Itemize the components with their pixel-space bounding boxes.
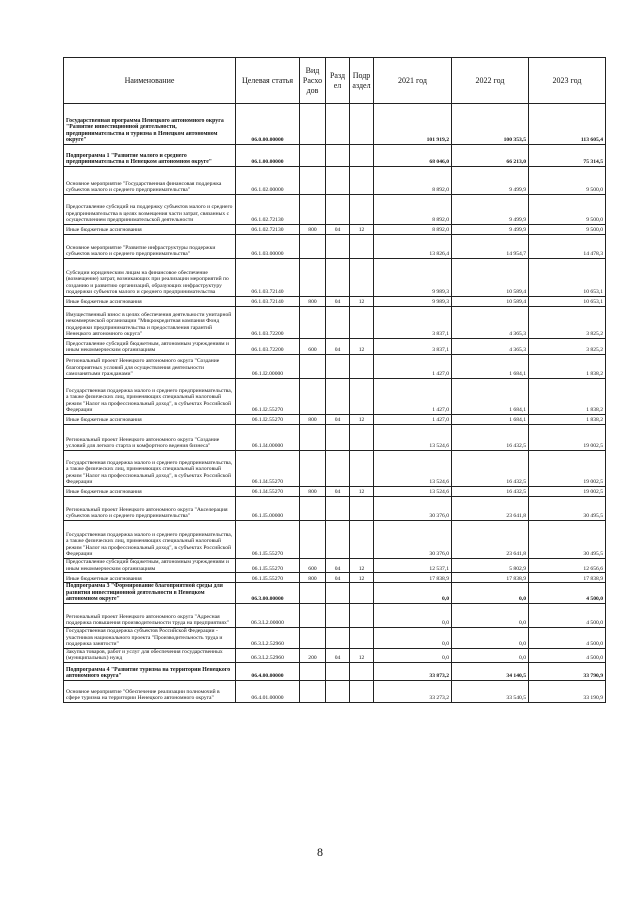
row-amount-2023: 12 656,6	[529, 559, 606, 573]
row-amount-2022: 0,0	[452, 648, 529, 662]
row-section	[326, 680, 350, 702]
row-amount-2021: 101 919,2	[374, 104, 452, 145]
table-row	[64, 307, 606, 339]
row-target-article: 06.4.00.00000	[236, 662, 300, 680]
row-amount-2023: 1 838,2	[529, 379, 606, 415]
row-name: Региональный проект Ненецкого автономного округа "Акселерация субъектов малого и среднего предпринимательства"	[64, 497, 236, 521]
row-expense-type: 800	[300, 415, 326, 425]
row-name: Подпрограмма 1 "Развитие малого и среднего предпринимательства в Ненецком автономном округе"	[64, 145, 236, 167]
row-name: Основное мероприятие "Развитие инфраструктуры поддержки субъектов малого и среднего предпринимательства"	[64, 235, 236, 259]
header-expense-type: Вид Расхо дов	[300, 58, 326, 104]
row-expense-type: 800	[300, 225, 326, 235]
row-expense-type	[300, 451, 326, 487]
table-row	[64, 195, 606, 225]
row-section: 04	[326, 297, 350, 307]
row-amount-2021: 1 427,0	[374, 415, 452, 425]
row-expense-type: 800	[300, 487, 326, 497]
header-section: Разд ел	[326, 58, 350, 104]
row-section	[326, 167, 350, 195]
row-expense-type	[300, 379, 326, 415]
row-amount-2023: 1 838,2	[529, 415, 606, 425]
header-year-2021: 2021 год	[374, 58, 452, 104]
row-name: Имущественный взнос в целях обеспечения деятельности унитарной некоммерческой организации "Микрокредитная компания Фонд поддержки предпринимательства и предоставления гарантий Ненецкого автономного округа"	[64, 307, 236, 339]
row-name: Иные бюджетные ассигнования	[64, 225, 236, 235]
row-amount-2023: 3 825,2	[529, 307, 606, 339]
row-subsection	[350, 603, 374, 627]
row-name: Государственная поддержка малого и среднего предпринимательства, а также физических лиц, применяющих специальный налоговый режим "Налог на профессиональный доход", в субъектах Российской Федерации	[64, 521, 236, 559]
header-year-2023: 2023 год	[529, 58, 606, 104]
row-amount-2022: 100 353,5	[452, 104, 529, 145]
row-amount-2021: 13 826,4	[374, 235, 452, 259]
table-header-row	[64, 58, 606, 104]
row-amount-2023: 19 002,5	[529, 451, 606, 487]
row-name: Подпрограмма 3 "Формирование благоприятной среды для развития инвестиционной деятельности в Ненецком автономном округе"	[64, 583, 236, 604]
row-amount-2022: 1 684,1	[452, 379, 529, 415]
row-target-article: 06.1.00.00000	[236, 145, 300, 167]
row-amount-2023: 9 500,0	[529, 225, 606, 235]
row-expense-type: 800	[300, 297, 326, 307]
row-amount-2022: 9 499,9	[452, 167, 529, 195]
row-amount-2022: 16 432,5	[452, 451, 529, 487]
row-amount-2021: 17 838,9	[374, 573, 452, 583]
header-subsection: Подр аздел	[350, 58, 374, 104]
row-expense-type	[300, 521, 326, 559]
row-section: 04	[326, 648, 350, 662]
row-amount-2021: 0,0	[374, 648, 452, 662]
row-expense-type	[300, 259, 326, 297]
row-amount-2022: 14 954,7	[452, 235, 529, 259]
table-row	[64, 415, 606, 425]
row-target-article: 06.1.I2.55270	[236, 415, 300, 425]
row-subsection	[350, 521, 374, 559]
row-amount-2022: 23 641,8	[452, 521, 529, 559]
row-subsection: 12	[350, 559, 374, 573]
row-subsection: 12	[350, 573, 374, 583]
row-amount-2022: 1 684,1	[452, 355, 529, 379]
table-row	[64, 662, 606, 680]
row-target-article: 06.1.I5.55270	[236, 521, 300, 559]
row-section: 04	[326, 225, 350, 235]
row-amount-2023: 33 190,9	[529, 680, 606, 702]
row-amount-2022: 0,0	[452, 627, 529, 648]
row-amount-2023: 19 002,5	[529, 487, 606, 497]
table-row	[64, 583, 606, 604]
row-expense-type	[300, 104, 326, 145]
table-row	[64, 487, 606, 497]
table-row	[64, 425, 606, 451]
table-row	[64, 559, 606, 573]
row-name: Иные бюджетные ассигнования	[64, 487, 236, 497]
row-amount-2021: 1 427,0	[374, 379, 452, 415]
row-amount-2021: 0,0	[374, 603, 452, 627]
row-subsection	[350, 425, 374, 451]
table-row	[64, 648, 606, 662]
table-row	[64, 167, 606, 195]
row-name: Государственная поддержка малого и среднего предпринимательства, а также физических лиц, применяющих специальный налоговый режим "Налог на профессиональный доход", в субъектах Российской Федерации	[64, 379, 236, 415]
table-row	[64, 339, 606, 355]
row-target-article: 06.1.I5.55270	[236, 559, 300, 573]
table-row	[64, 259, 606, 297]
row-expense-type: 600	[300, 559, 326, 573]
row-amount-2022: 10 589,4	[452, 297, 529, 307]
row-amount-2021: 30 376,0	[374, 497, 452, 521]
row-amount-2021: 13 524,6	[374, 425, 452, 451]
row-amount-2021: 12 537,1	[374, 559, 452, 573]
row-expense-type	[300, 307, 326, 339]
row-amount-2022: 9 499,9	[452, 225, 529, 235]
row-amount-2023: 4 500,0	[529, 603, 606, 627]
row-expense-type	[300, 680, 326, 702]
row-amount-2021: 9 989,3	[374, 259, 452, 297]
row-amount-2021: 8 892,0	[374, 225, 452, 235]
row-subsection: 12	[350, 487, 374, 497]
budget-table-sheet	[63, 57, 605, 703]
row-section	[326, 104, 350, 145]
row-amount-2021: 8 892,0	[374, 167, 452, 195]
table-row	[64, 145, 606, 167]
row-subsection	[350, 497, 374, 521]
table-row	[64, 573, 606, 583]
row-amount-2022: 66 213,0	[452, 145, 529, 167]
row-expense-type	[300, 425, 326, 451]
row-amount-2023: 10 653,1	[529, 259, 606, 297]
row-expense-type: 800	[300, 573, 326, 583]
row-target-article: 06.1.I5.55270	[236, 573, 300, 583]
row-amount-2022: 16 432,5	[452, 487, 529, 497]
row-section	[326, 497, 350, 521]
row-subsection	[350, 307, 374, 339]
row-section	[326, 583, 350, 604]
row-target-article: 06.1.I4.55270	[236, 487, 300, 497]
table-row	[64, 235, 606, 259]
row-section: 04	[326, 487, 350, 497]
table-row	[64, 225, 606, 235]
row-section	[326, 521, 350, 559]
row-amount-2023: 4 500,0	[529, 648, 606, 662]
row-subsection	[350, 583, 374, 604]
row-subsection	[350, 167, 374, 195]
row-expense-type	[300, 603, 326, 627]
row-name: Государственная поддержка субъектов Российской Федерации - участников национального проекта "Производительность труда и поддержка занятости"	[64, 627, 236, 648]
row-amount-2023: 9 500,0	[529, 195, 606, 225]
row-target-article: 06.3.L2.52960	[236, 648, 300, 662]
row-target-article: 06.4.01.00000	[236, 680, 300, 702]
row-amount-2021: 3 837,1	[374, 339, 452, 355]
row-subsection	[350, 259, 374, 297]
row-name: Подпрограмма 4 "Развитие туризма на территории Ненецкого автономного округа"	[64, 662, 236, 680]
row-target-article: 06.1.I5.00000	[236, 497, 300, 521]
row-amount-2023: 17 838,9	[529, 573, 606, 583]
row-section	[326, 195, 350, 225]
row-amount-2023: 30 495,5	[529, 497, 606, 521]
header-name: Наименование	[64, 58, 236, 104]
row-name: Государственная поддержка малого и среднего предпринимательства, а также физических лиц, применяющих специальный налоговый режим "Налог на профессиональный доход", в субъектах Российской Федерации	[64, 451, 236, 487]
row-subsection	[350, 627, 374, 648]
row-amount-2021: 0,0	[374, 627, 452, 648]
row-section	[326, 235, 350, 259]
table-row	[64, 680, 606, 702]
row-section	[326, 307, 350, 339]
row-target-article: 06.1.I4.55270	[236, 451, 300, 487]
row-expense-type	[300, 235, 326, 259]
budget-table	[63, 57, 606, 703]
row-amount-2023: 19 002,5	[529, 425, 606, 451]
row-subsection: 12	[350, 415, 374, 425]
row-amount-2023: 3 825,2	[529, 339, 606, 355]
row-target-article: 06.1.02.72130	[236, 225, 300, 235]
row-expense-type	[300, 145, 326, 167]
row-subsection	[350, 195, 374, 225]
row-target-article: 06.1.03.72200	[236, 339, 300, 355]
row-subsection: 12	[350, 339, 374, 355]
row-amount-2021: 33 273,2	[374, 680, 452, 702]
row-target-article: 06.1.02.00000	[236, 167, 300, 195]
row-amount-2022: 5 802,9	[452, 559, 529, 573]
row-name: Закупка товаров, работ и услуг для обеспечения государственных (муниципальных) нужд	[64, 648, 236, 662]
row-amount-2021: 13 524,6	[374, 451, 452, 487]
row-amount-2021: 30 376,0	[374, 521, 452, 559]
row-name: Иные бюджетные ассигнования	[64, 297, 236, 307]
row-name: Предоставление субсидий бюджетным, автономным учреждениям и иным некоммерческим организациям	[64, 339, 236, 355]
table-row	[64, 497, 606, 521]
row-name: Региональный проект Ненецкого автономного округа "Создание условий для легкого старта и комфортного ведения бизнеса"	[64, 425, 236, 451]
table-body	[64, 104, 606, 703]
table-row	[64, 104, 606, 145]
row-target-article: 06.3.00.00000	[236, 583, 300, 604]
row-amount-2022: 0,0	[452, 583, 529, 604]
row-expense-type	[300, 583, 326, 604]
row-name: Предоставление субсидий бюджетным, автономным учреждениям и иным некоммерческим организациям	[64, 559, 236, 573]
row-name: Региональный проект Ненецкого автономного округа "Адресная поддержка повышения производительности труда на предприятиях"	[64, 603, 236, 627]
row-section	[326, 145, 350, 167]
row-subsection: 12	[350, 648, 374, 662]
row-amount-2021: 9 989,3	[374, 297, 452, 307]
row-subsection	[350, 235, 374, 259]
row-subsection	[350, 680, 374, 702]
table-row	[64, 297, 606, 307]
row-target-article: 06.1.I2.00000	[236, 355, 300, 379]
row-section: 04	[326, 415, 350, 425]
row-section	[326, 451, 350, 487]
row-expense-type	[300, 195, 326, 225]
row-amount-2023: 10 653,1	[529, 297, 606, 307]
table-row	[64, 603, 606, 627]
row-subsection	[350, 662, 374, 680]
row-name: Основное мероприятие "Государственная финансовая поддержка субъектов малого и среднего предпринимательства"	[64, 167, 236, 195]
row-name: Иные бюджетные ассигнования	[64, 573, 236, 583]
row-section	[326, 379, 350, 415]
row-section	[326, 259, 350, 297]
row-target-article: 06.0.00.00000	[236, 104, 300, 145]
table-row	[64, 451, 606, 487]
row-amount-2022: 9 499,9	[452, 195, 529, 225]
row-target-article: 06.1.03.72140	[236, 297, 300, 307]
row-amount-2023: 75 314,5	[529, 145, 606, 167]
row-expense-type	[300, 627, 326, 648]
row-amount-2022: 1 684,1	[452, 415, 529, 425]
row-target-article: 06.1.02.72130	[236, 195, 300, 225]
header-year-2022: 2022 год	[452, 58, 529, 104]
row-expense-type	[300, 662, 326, 680]
row-amount-2021: 3 837,1	[374, 307, 452, 339]
row-amount-2022: 0,0	[452, 603, 529, 627]
row-amount-2021: 1 427,0	[374, 355, 452, 379]
row-target-article: 06.3.L2.00000	[236, 603, 300, 627]
row-amount-2021: 8 892,0	[374, 195, 452, 225]
row-target-article: 06.3.L2.52960	[236, 627, 300, 648]
row-amount-2023: 30 495,5	[529, 521, 606, 559]
table-row	[64, 627, 606, 648]
row-amount-2021: 33 873,2	[374, 662, 452, 680]
row-expense-type	[300, 497, 326, 521]
page-number: 8	[317, 845, 323, 859]
row-section	[326, 425, 350, 451]
row-amount-2023: 113 605,4	[529, 104, 606, 145]
row-amount-2022: 33 540,5	[452, 680, 529, 702]
row-section	[326, 603, 350, 627]
row-amount-2023: 1 838,2	[529, 355, 606, 379]
row-amount-2023: 4 500,0	[529, 627, 606, 648]
row-name: Основное мероприятие "Обеспечение реализации полномочий в сфере туризма на территории Ненецкого автономного округа"	[64, 680, 236, 702]
row-section	[326, 627, 350, 648]
row-expense-type	[300, 355, 326, 379]
row-name: Иные бюджетные ассигнования	[64, 415, 236, 425]
row-expense-type: 600	[300, 339, 326, 355]
row-section: 04	[326, 573, 350, 583]
row-target-article: 06.1.03.72200	[236, 307, 300, 339]
table-row	[64, 379, 606, 415]
row-target-article: 06.1.I2.55270	[236, 379, 300, 415]
row-name: Субсидии юридическим лицам на финансовое обеспечение (возмещение) затрат, возникающих при реализации мероприятий по созданию и развитию организаций, образующих инфраструктуру поддержки субъектов малого и среднего предпринимательства	[64, 259, 236, 297]
row-target-article: 06.1.03.00000	[236, 235, 300, 259]
row-subsection	[350, 104, 374, 145]
row-amount-2023: 33 790,9	[529, 662, 606, 680]
row-amount-2022: 4 365,3	[452, 339, 529, 355]
row-section: 04	[326, 339, 350, 355]
table-row	[64, 521, 606, 559]
row-subsection	[350, 451, 374, 487]
row-subsection: 12	[350, 297, 374, 307]
row-target-article: 06.1.03.72140	[236, 259, 300, 297]
row-name: Государственная программа Ненецкого автономного округа "Развитие инвестиционной деятельности, предпринимательства и туризма в Ненецком автономном округе"	[64, 104, 236, 145]
row-amount-2023: 4 500,0	[529, 583, 606, 604]
row-amount-2023: 14 478,3	[529, 235, 606, 259]
row-subsection	[350, 379, 374, 415]
row-amount-2022: 10 589,4	[452, 259, 529, 297]
row-expense-type: 200	[300, 648, 326, 662]
row-name: Предоставление субсидий на поддержку субъектов малого и среднего предпринимательства в целях возмещения части затрат, связанных с осуществлением предпринимательской деятельности	[64, 195, 236, 225]
row-subsection	[350, 145, 374, 167]
row-amount-2021: 0,0	[374, 583, 452, 604]
row-amount-2022: 34 140,5	[452, 662, 529, 680]
row-amount-2023: 9 500,0	[529, 167, 606, 195]
row-amount-2021: 13 524,6	[374, 487, 452, 497]
row-subsection: 12	[350, 225, 374, 235]
row-amount-2022: 4 365,3	[452, 307, 529, 339]
row-section	[326, 355, 350, 379]
row-section	[326, 662, 350, 680]
table-row	[64, 355, 606, 379]
row-subsection	[350, 355, 374, 379]
row-amount-2022: 23 641,8	[452, 497, 529, 521]
row-expense-type	[300, 167, 326, 195]
row-section: 04	[326, 559, 350, 573]
header-target-article: Целевая статья	[236, 58, 300, 104]
row-amount-2022: 16 432,5	[452, 425, 529, 451]
row-amount-2022: 17 838,9	[452, 573, 529, 583]
row-target-article: 06.1.I4.00000	[236, 425, 300, 451]
row-name: Региональный проект Ненецкого автономного округа "Создание благоприятных условий для осуществления деятельности самозанятыми гражданами"	[64, 355, 236, 379]
row-amount-2021: 68 046,0	[374, 145, 452, 167]
